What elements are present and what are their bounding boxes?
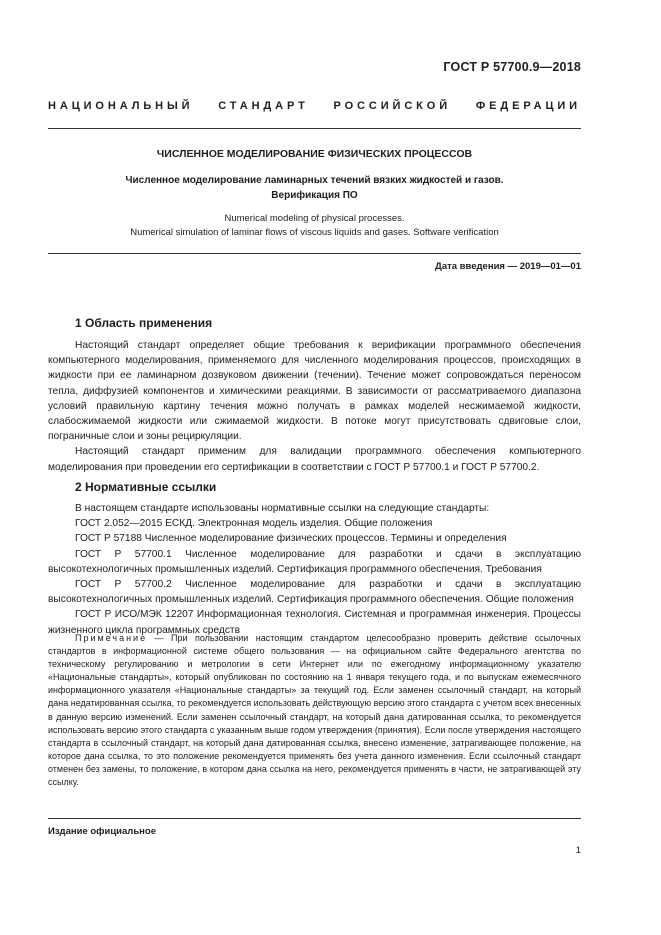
note-label: Примечание: [75, 633, 148, 643]
header-divider: [48, 128, 581, 129]
date-divider: [48, 253, 581, 254]
document-title: ЧИСЛЕННОЕ МОДЕЛИРОВАНИЕ ФИЗИЧЕСКИХ ПРОЦЕССОВ: [156, 148, 473, 160]
reference-item: ГОСТ Р ИСО/МЭК 12207 Информационная технология. Системная и программная инженерия. Процессы жизненного цикла программных средств: [48, 609, 581, 636]
section-2-body: [48, 501, 581, 638]
introduction-date: Дата введения — 2019—01—01: [435, 261, 581, 272]
footer-divider: [48, 818, 581, 819]
document-subtitle: [48, 173, 581, 203]
document-code: ГОСТ Р 57700.9—2018: [443, 60, 581, 74]
section-1-paragraph: Настоящий стандарт определяет общие требования к верификации программного обеспечения компьютерного моделирования, применяемого для численного моделирования процессов, происходящих в жидкости при ее ламинарном дозвуковом движении (течении). Течение может сопровождаться переносом тепла, диффузией компонентов и химическими реакциями. В зависимости от рассматриваемого диапазона условий правильную картину течения можно получать в рамках моделей несжимаемой жидкости, слабосжимаемой жидкости или сжимаемой жидкости. В потоке могут присутствовать сдвиговые слои, пограничные слои и зоны рециркуляции.: [48, 340, 581, 443]
references-intro: В настоящем стандарте использованы нормативные ссылки на следующие стандарты:: [75, 503, 490, 514]
reference-item: ГОСТ Р 57700.2 Численное моделирование для разработки и сдачи в эксплуатацию высокотехнологичных промышленных изделий. Сертификация программного обеспечения. Общие положения: [48, 579, 581, 606]
section-2-heading: 2 Нормативные ссылки: [75, 480, 217, 494]
english-title-line-1: Numerical modeling of physical processes.: [224, 213, 405, 224]
national-standard-heading: НАЦИОНАЛЬНЫЙ СТАНДАРТ РОССИЙСКОЙ ФЕДЕРАЦИИ: [48, 100, 581, 112]
section-1-body: [48, 338, 581, 475]
note-text: — При пользовании настоящим стандартом целесообразно проверить действие ссылочных стандартов в информационной системе общего пользования — на официальном сайте Федерального агентства по техническому регулированию и метрологии в сети Интернет или по ежегодному информационному указателю «Национальные стандарты», который опубликован по состоянию на 1 января текущего года, и по выпускам ежемесячного информационного указателя «Национальные стандарты» за текущий год. Если заменен ссылочный стандарт, на который дана недатированная ссылка, то рекомендуется использовать действующую версию этого стандарта с учетом всех внесенных в данную версию изменений. Если заменен ссылочный стандарт, на который дана датированная ссылка, то рекомендуется использовать версию этого стандарта с указанным выше годом утверждения (принятия). Если после утверждения настоящего стандарта в ссылочный стандарт, на который дана датированная ссылка, внесено изменение, затрагивающее положение, на которое дана ссылка, то это положение рекомендуется применять без учета данного изменения. Если ссылочный стандарт отменен без замены, то положение, в котором дана ссылка на него, рекомендуется применять в части, не затрагивающей эту ссылку.: [48, 633, 581, 788]
subtitle-line-1: Численное моделирование ламинарных течений вязких жидкостей и газов.: [125, 175, 504, 186]
section-1-paragraph: Настоящий стандарт применим для валидации программного обеспечения компьютерного моделирования при проведении его сертификации в соответствии с ГОСТ Р 57700.1 и ГОСТ Р 57700.2.: [48, 446, 581, 473]
note-paragraph: [48, 632, 581, 789]
subtitle-line-2: Верификация ПО: [271, 190, 358, 201]
reference-item: ГОСТ Р 57700.1 Численное моделирование для разработки и сдачи в эксплуатацию высокотехнологичных промышленных изделий. Сертификация программного обеспечения. Требования: [48, 548, 581, 575]
english-title: [48, 212, 581, 240]
reference-item: ГОСТ Р 57188 Численное моделирование физических процессов. Термины и определения: [75, 533, 507, 545]
english-title-line-2: Numerical simulation of laminar flows of viscous liquids and gases. Software verification: [130, 227, 499, 238]
edition-label: Издание официальное: [48, 826, 156, 837]
section-1-heading: 1 Область применения: [75, 316, 213, 330]
page-number: 1: [575, 845, 581, 856]
reference-item: ГОСТ 2.052—2015 ЕСКД. Электронная модель изделия. Общие положения: [75, 518, 433, 530]
